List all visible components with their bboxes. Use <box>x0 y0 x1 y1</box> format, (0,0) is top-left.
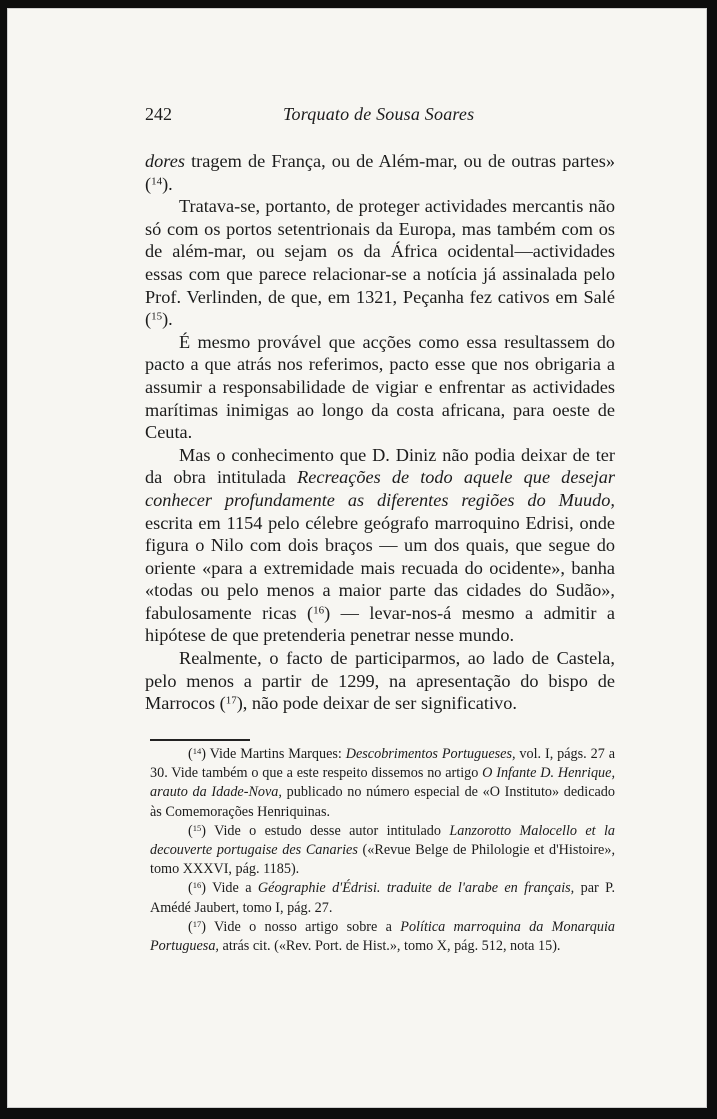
text-span: Realmente, o facto de participarmos, ao lado de Castela, pelo menos a partir de 1299, na apresentação do bispo de Marrocos ( <box>145 648 615 714</box>
text-span: («Revue Belge de Philologie et d'Histoire», tomo XXXVI, pág. 1185). <box>150 842 615 878</box>
text-span: ). <box>162 309 173 330</box>
text-span: ) Vide o estudo desse autor intitulado <box>201 822 450 839</box>
footnote-number: 17 <box>192 918 202 929</box>
paragraph-1 <box>145 150 615 195</box>
text-span: vol. I, págs. 27 a 30. Vide também o que a este respeito dissemos no artigo <box>150 746 615 782</box>
page-number: 242 <box>145 104 172 124</box>
body-text <box>145 150 615 715</box>
text-span: tragem de França, ou de Além-mar, ou de outras partes» ( <box>145 151 615 194</box>
running-head <box>145 104 615 128</box>
footnote-ref-17: 17 <box>225 694 237 707</box>
running-title: Torquato de Sousa Soares <box>283 104 475 124</box>
footnote-17: ($^{17}$) Vide o nosso artigo sobre a Política marroquina da Monarquia Portuguesa, atrás cit. («Rev. Port. de Hist.», tomo X, pág. 512, nota 15). <box>150 918 615 955</box>
text-span: Mas o conhecimento que D. Diniz não podia deixar de ter da obra intitulada <box>145 444 615 488</box>
footnote-ref-14: 14 <box>151 175 163 188</box>
text-span: atrás cit. («Rev. Port. de Hist.», tomo X, pág. 512, nota 15). <box>218 938 561 955</box>
footnote-14: ($^{14}$) Vide Martins Marques: Descobrimentos Portugueses, vol. I, págs. 27 a 30. Vide também o que a este respeito dissemos no artigo O Infante D. Henrique, arauto da Idade-Nova, publicado no número especial de «O Instituto» dedicado às Comemorações Henriquinas. <box>150 745 615 820</box>
footnote-15: ($^{15}$) Vide o estudo desse autor intitulado Lanzorotto Malocello et la decouverte portugaise des Canaries («Revue Belge de Philologie et d'Histoire», tomo XXXVI, pág. 1185). <box>150 822 615 878</box>
text-span: dores <box>145 151 185 171</box>
paragraph-4 <box>145 444 615 647</box>
text-span: ) — levar-nos-á mesmo a admitir a hipótese de que pretenderia penetrar nesse mundo. <box>145 602 615 646</box>
paragraph-3 <box>145 331 615 444</box>
text-span: ) Vide a <box>201 880 258 897</box>
text-span: ), não pode deixar de ser significativo. <box>236 693 517 714</box>
text-span: publicado no número especial de «O Instituto» dedicado às Comemorações Henriquinas. <box>150 784 615 820</box>
footnote-ref-15: 15 <box>151 310 163 323</box>
citation-title: Géographie d'Édrisi. traduite de l'arabe en français, <box>257 880 575 897</box>
citation-title: Política marroquina da Monarquia Portuguesa, <box>150 918 615 955</box>
text-span: ) Vide Martins Marques: <box>201 746 346 762</box>
paragraph-5 <box>145 647 615 715</box>
text-span: ) Vide o nosso artigo sobre a <box>201 918 401 935</box>
text-span: escrita em 1154 pelo célebre geógrafo marroquino Edrisi, onde figura o Nilo com dois braços — um dos quais, que segue do oriente «para a extremidade mais recuada do ocidente», banha «todas ou pelo menos a maior parte das cidades do Sudão», fabulosamente ricas ( <box>145 512 615 623</box>
book-title: Recreações de todo aquele que desejar conhecer profundamente as diferentes regiões do Muudo, <box>145 467 615 510</box>
text-span: ). <box>162 173 173 194</box>
paragraph-2 <box>145 195 615 331</box>
citation-title: Lanzorotto Malocello et la decouverte portugaise des Canaries <box>150 822 615 859</box>
footnotes <box>150 745 615 956</box>
footnote-number: 14 <box>192 745 202 756</box>
text-span: Tratava-se, portanto, de proteger actividades mercantis não só com os portos setentrionais da Europa, mas também com os de além-mar, ou sejam os da África ocidental—actividades essas com que parece relacionar-se a notícia já assinalada pelo Prof. Verlinden, de que, em 1321, Peçanha fez cativos em Salé ( <box>145 196 615 330</box>
footnote-16: ($^{16}$) Vide a Géographie d'Édrisi. traduite de l'arabe en français, par P. Amédé Jaubert, tomo I, pág. 27. <box>150 880 615 916</box>
text-span: É mesmo provável que acções como essa resultassem do pacto a que atrás nos referimos, pacto esse que nos obrigaria a assumir a responsabilidade de vigiar e enfrentar as actividades marítimas inimigas ao longo da costa africana, para oeste de Ceuta. <box>145 331 615 443</box>
citation-title: O Infante D. Henrique, arauto da Idade-Nova, <box>150 765 615 801</box>
footnote-number: 15 <box>192 822 202 833</box>
footnote-ref-16: 16 <box>313 604 325 617</box>
footnote-number: 16 <box>192 880 202 891</box>
text-span: par P. Amédé Jaubert, tomo I, pág. 27. <box>150 880 615 916</box>
citation-title: Descobrimentos Portugueses, <box>345 746 516 762</box>
footnote-rule <box>150 739 250 741</box>
